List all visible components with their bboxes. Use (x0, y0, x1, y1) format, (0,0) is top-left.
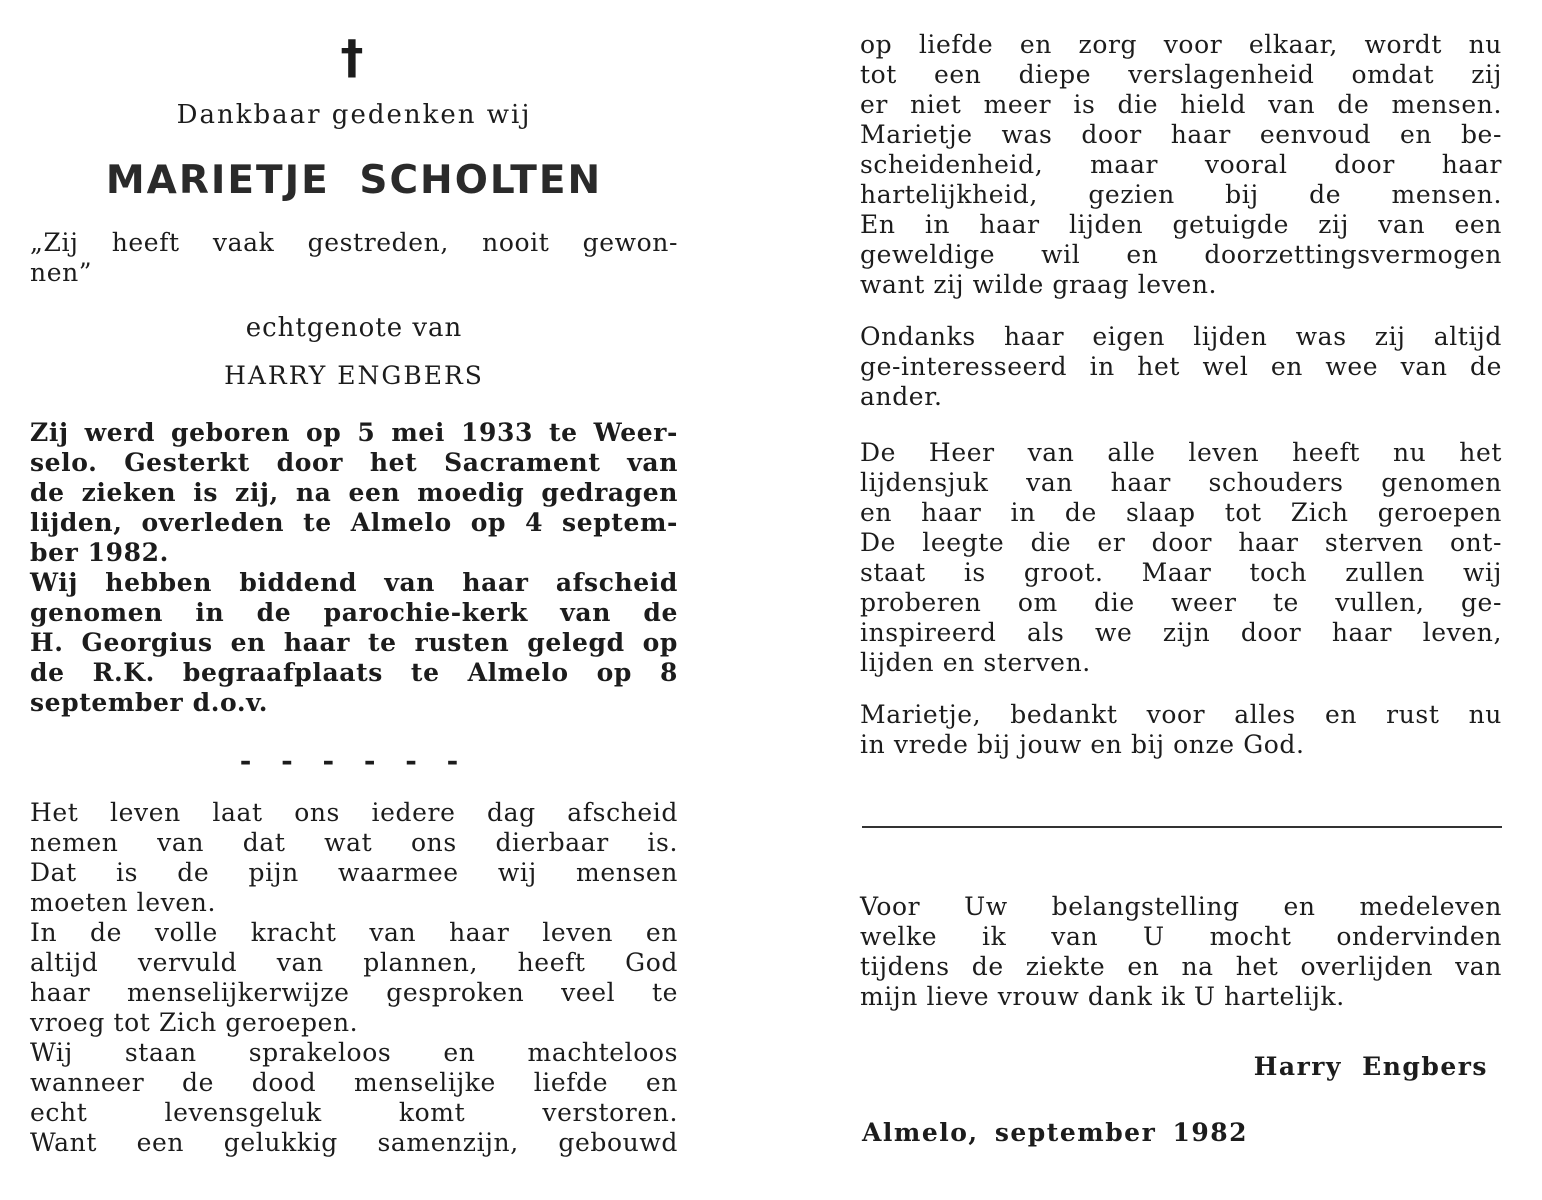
spouse-label: echtgenote van (245, 313, 463, 343)
poem-line: moeten leven. (30, 888, 216, 917)
bio-line: Wij hebben biddend van haar afscheid (30, 568, 678, 597)
intro-text: Dankbaar gedenken wij (176, 100, 532, 130)
text-line: lijdensjuk van haar schouders genomen (860, 468, 1502, 497)
poem-line: altijd vervuld van plannen, heeft God (30, 948, 678, 977)
poem-line: In de volle kracht van haar leven en (30, 918, 678, 947)
poem-line: Dat is de pijn waarmee wij mensen (30, 858, 678, 887)
right-page (860, 0, 1502, 1200)
deceased-name: MARIETJE SCHOLTEN (105, 158, 603, 203)
section-separator: - - - - - - (239, 744, 469, 777)
text-line: Marietje was door haar eenvoud en be- (860, 120, 1502, 149)
poem-line: echt levensgeluk komt verstoren. (30, 1098, 678, 1127)
bio-line: H. Georgius en haar te rusten gelegd op (30, 628, 678, 657)
text-line: scheidenheid, maar vooral door haar (860, 150, 1502, 179)
bio-line: de zieken is zij, na een moedig gedragen (30, 478, 678, 507)
bio-line: selo. Gesterkt door het Sacrament van (30, 448, 678, 477)
place-date: Almelo, september 1982 (862, 1118, 1249, 1147)
poem-line: haar menselijkerwijze gesproken veel te (30, 978, 678, 1007)
cross-icon: † (340, 30, 364, 84)
text-line: proberen om die weer te vullen, ge- (860, 588, 1502, 617)
bio-line: september d.o.v. (30, 688, 269, 717)
text-line: op liefde en zorg voor elkaar, wordt nu (860, 30, 1502, 59)
poem-line: Wij staan sprakeloos en machteloos (30, 1038, 678, 1067)
text-line: Marietje, bedankt voor alles en rust nu (860, 700, 1502, 729)
text-line: inspireerd als we zijn door haar leven, (860, 618, 1502, 647)
bio-line: de R.K. begraafplaats te Almelo op 8 (30, 658, 678, 687)
text-line: tijdens de ziekte en na het overlijden van (860, 952, 1502, 981)
quote-line: „Zij heeft vaak gestreden, nooit gewon- (30, 228, 678, 257)
bio-line: Zij werd geboren op 5 mei 1933 te Weer- (30, 418, 678, 447)
text-line: want zij wilde graag leven. (860, 270, 1218, 299)
text-line: er niet meer is die hield van de mensen. (860, 90, 1502, 119)
text-line: mijn lieve vrouw dank ik U hartelijk. (860, 982, 1345, 1011)
signature: Harry Engbers (1253, 1052, 1488, 1081)
text-line: En in haar lijden getuigde zij van een (860, 210, 1502, 239)
text-line: De leegte die er door haar sterven ont- (860, 528, 1502, 557)
text-line: ander. (860, 382, 943, 411)
bio-line: ber 1982. (30, 538, 169, 567)
spouse-name: HARRY ENGBERS (224, 361, 484, 390)
text-line: welke ik van U mocht ondervinden (860, 922, 1502, 951)
bio-line: genomen in de parochie-kerk van de (30, 598, 678, 627)
text-line: lijden en sterven. (860, 648, 1091, 677)
poem-line: Want een gelukkig samenzijn, gebouwd (30, 1128, 678, 1157)
text-line: geweldige wil en doorzettingsvermogen (860, 240, 1502, 269)
text-line: staat is groot. Maar toch zullen wij (860, 558, 1502, 587)
bio-line: lijden, overleden te Almelo op 4 septem- (30, 508, 678, 537)
text-line: hartelijkheid, gezien bij de mensen. (860, 180, 1502, 209)
text-line: en haar in de slaap tot Zich geroepen (860, 498, 1502, 527)
poem-line: vroeg tot Zich geroepen. (30, 1008, 359, 1037)
text-line: Ondanks haar eigen lijden was zij altijd (860, 322, 1502, 351)
left-page (30, 0, 678, 1200)
poem-line: wanneer de dood menselijke liefde en (30, 1068, 678, 1097)
text-line: tot een diepe verslagenheid omdat zij (860, 60, 1502, 89)
poem-line: nemen van dat wat ons dierbaar is. (30, 828, 678, 857)
text-line: ge-interesseerd in het wel en wee van de (860, 352, 1502, 381)
text-line: Voor Uw belangstelling en medeleven (860, 892, 1502, 921)
poem-line: Het leven laat ons iedere dag afscheid (30, 798, 678, 827)
text-line: in vrede bij jouw en bij onze God. (860, 730, 1305, 759)
quote-line: nen” (30, 258, 93, 287)
text-line: De Heer van alle leven heeft nu het (860, 438, 1502, 467)
divider-line (862, 826, 1502, 828)
